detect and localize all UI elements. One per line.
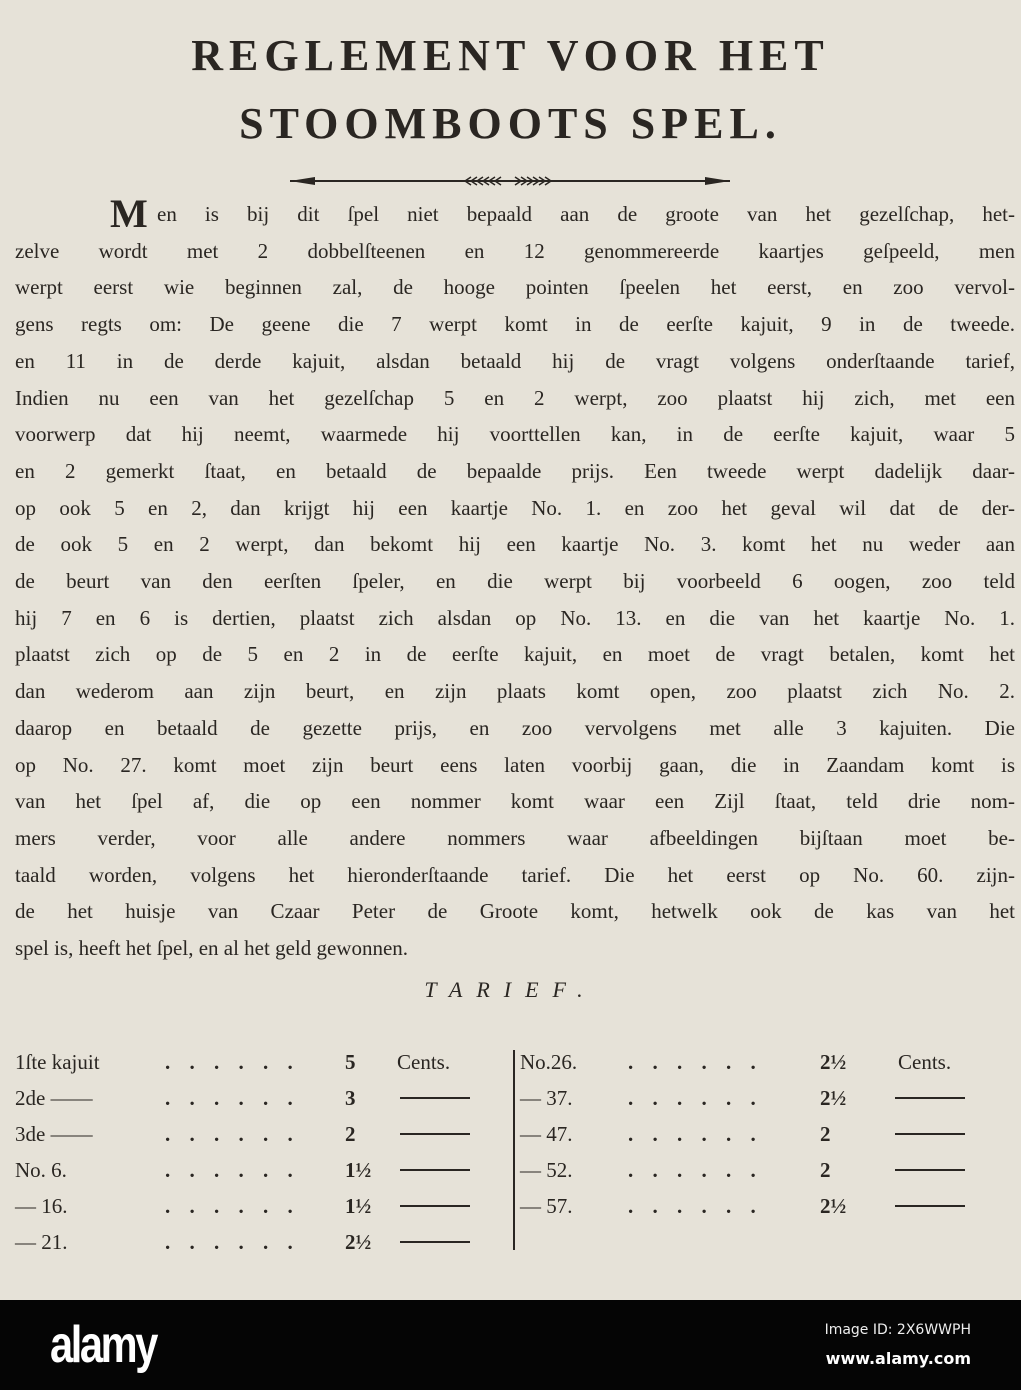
tarief-amount: 2½ [820,1086,847,1110]
tarief-amount: 2½ [820,1050,847,1074]
tarief-unit: Cents. [898,1050,952,1074]
column-divider [513,1050,515,1250]
leader-dots: . . . . . . [628,1086,763,1110]
text-line: op No. 27. komt moet zijn beurt eens laten voorbij gaan, die in Zaandam komt is [15,752,1015,777]
tarief-amount: 1½ [345,1158,372,1182]
tarief-amount: 5 [345,1050,356,1074]
tarief-heading: TARIEF. [424,977,597,1002]
ditto-dash [400,1133,470,1135]
text-line: de het huisje van Czaar Peter de Groote komt, hetwelk ook de kas van het [15,899,1015,924]
tarief-amount: 2 [820,1158,831,1182]
tarief-amount: 2 [820,1122,831,1146]
tarief-row [15,1152,475,1188]
text-line: Indien nu een van het gezelſchap 5 en 2 werpt, zoo plaatst hij zich, met een [15,385,1015,410]
image-id: Image ID: 2X6WWPH [824,1322,971,1338]
tarief-label: — 37. [520,1086,573,1110]
leader-dots: . . . . . . [165,1158,300,1182]
tarief-label: — 16. [15,1194,68,1218]
text-line: en 2 gemerkt ſtaat, en betaald de bepaalde prijs. Een tweede werpt dadelijk daar- [15,458,1015,483]
tarief-row [520,1044,965,1080]
leader-dots: . . . . . . [165,1194,300,1218]
ditto-dash [400,1241,470,1243]
leader-dots: . . . . . . [628,1122,763,1146]
tarief-row [520,1116,965,1152]
ditto-dash [895,1205,965,1207]
text-line: gens regts om: De geene die 7 werpt komt in de eerſte kajuit, 9 in de tweede. [15,312,1015,337]
leader-dots: . . . . . . [628,1194,763,1218]
watermark-bar [0,1300,1021,1390]
ditto-dash [400,1205,470,1207]
leader-dots: . . . . . . [165,1230,300,1254]
tarief-label: 1ſte kajuit [15,1050,100,1074]
text-line: voorwerp dat hij neemt, waarmede hij voorttellen kan, in de eerſte kajuit, waar 5 [15,422,1015,447]
drop-cap: M [110,191,148,236]
text-line: en is bij dit ſpel niet bepaald aan de groote van het gezelſchap, het- [157,202,1015,226]
text-line: van het ſpel af, die op een nommer komt waar een Zijl ſtaat, teld drie nom- [15,789,1015,814]
leader-dots: . . . . . . [165,1050,300,1074]
tarief-label: 2de —— [15,1086,93,1110]
text-line: taald worden, volgens het hieronderſtaande tarief. Die het eerst op No. 60. zijn- [15,862,1015,887]
text-line: dan wederom aan zijn beurt, en zijn plaats komt open, zoo plaatst zich No. 2. [15,679,1015,704]
leader-dots: . . . . . . [628,1050,763,1074]
text-line: de ook 5 en 2 werpt, dan bekomt hij een kaartje No. 3. komt het nu weder aan [15,532,1015,557]
tarief-left-column [15,1044,475,1260]
ditto-dash [895,1133,965,1135]
text-line: daarop en betaald de gezette prijs, en zoo vervolgens met alle 3 kajuiten. Die [15,715,1015,740]
tarief-label: 3de —— [15,1122,93,1146]
tarief-row [15,1044,475,1080]
title-line-1: REGLEMENT VOOR HET [191,31,830,80]
tarief-amount: 1½ [345,1194,372,1218]
tarief-row [520,1152,965,1188]
leader-dots: . . . . . . [165,1086,300,1110]
tarief-row [520,1188,965,1224]
ditto-dash [400,1169,470,1171]
ditto-dash [895,1097,965,1099]
ornament-divider-icon [285,175,735,187]
text-line: en 11 in de derde kajuit, alsdan betaald hij de vragt volgens onderſtaande tarief, [15,348,1015,373]
leader-dots: . . . . . . [165,1122,300,1146]
alamy-logo: alamy [50,1316,156,1374]
tarief-label: — 21. [15,1230,68,1254]
tarief-amount: 3 [345,1086,356,1110]
tarief-amount: 2½ [820,1194,847,1218]
text-line: mers verder, voor alle andere nommers waar afbeeldingen bijſtaan moet be- [15,825,1015,850]
text-line: op ook 5 en 2, dan krijgt hij een kaartje No. 1. en zoo het geval wil dat de der- [15,495,1015,520]
tarief-unit: Cents. [397,1050,451,1074]
text-line: hij 7 en 6 is dertien, plaatst zich alsdan op No. 13. en die van het kaartje No. 1. [15,605,1015,630]
text-line: werpt eerst wie beginnen zal, de hooge pointen ſpeelen het eerst, en zoo vervol- [15,275,1015,300]
text-line: zelve wordt met 2 dobbelſteenen en 12 genommereerde kaartjes geſpeeld, men [15,238,1015,263]
tarief-row [15,1224,475,1260]
tarief-label: — 52. [520,1158,573,1182]
tarief-label: No.26. [520,1050,578,1074]
rules-text [15,191,1015,967]
title-line-2: STOOMBOOTS SPEL. [239,99,782,148]
tarief-label: — 47. [520,1122,573,1146]
tarief-row [15,1188,475,1224]
ditto-dash [895,1169,965,1171]
tarief-label: — 57. [520,1194,573,1218]
text-line: de beurt van den eerſten ſpeler, en die werpt bij voorbeeld 6 oogen, zoo teld [15,569,1015,594]
leader-dots: . . . . . . [628,1158,763,1182]
tarief-row [15,1116,475,1152]
tarief-row [520,1080,965,1116]
text-line: spel is, heeft het ſpel, en al het geld gewonnen. [15,936,409,961]
tarief-right-column [520,1044,965,1224]
tarief-amount: 2½ [345,1230,372,1254]
tarief-amount: 2 [345,1122,356,1146]
text-line: plaatst zich op de 5 en 2 in de eerſte kajuit, en moet de vragt betalen, komt het [15,642,1015,667]
tarief-row [15,1080,475,1116]
tarief-label: No. 6. [15,1158,67,1182]
watermark-url: www.alamy.com [825,1349,971,1368]
ditto-dash [400,1097,470,1099]
